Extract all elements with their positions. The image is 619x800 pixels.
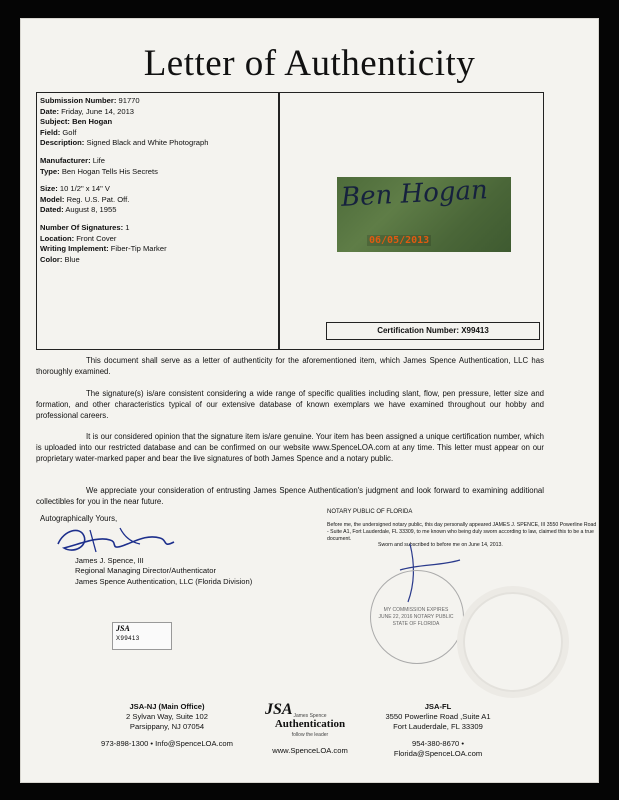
subject-value: Ben Hogan [72, 117, 113, 127]
date-value: Friday, June 14, 2013 [61, 106, 135, 116]
box-divider [278, 93, 280, 349]
date-row [40, 107, 272, 118]
fl-contact: 954-380-8670 • Florida@SpenceLOA.com [393, 738, 483, 758]
jsa-logo-tagline: follow the leader [291, 731, 329, 738]
footer-website: www.SpenceLOA.com [272, 745, 348, 755]
jsa-authentication-sticker [112, 622, 172, 650]
photo-date-stamp: 06/05/2013 [369, 235, 430, 246]
subject-label: Subject: [40, 117, 70, 127]
size-row [40, 184, 272, 195]
implement-value: Fiber-Tip Marker [110, 244, 167, 254]
document-title: Letter of Authenticity [143, 43, 476, 84]
jsa-logo-mark: JSA [265, 701, 293, 718]
description-label: Description: [40, 138, 85, 148]
dated-value: August 8, 1955 [65, 205, 117, 215]
notary-sworn-line: Sworn and subscribed to before me on June 14, 2013. [378, 542, 503, 548]
signer-block [75, 556, 252, 587]
signer-role: Regional Managing Director/Authenticator [75, 566, 216, 576]
dated-label: Dated: [40, 205, 64, 215]
certification-number: Certification Number: X99413 [326, 322, 540, 340]
implement-row [40, 244, 272, 255]
field-row [40, 128, 272, 139]
field-label: Field: [40, 127, 61, 137]
body-paragraph-3: It is our considered opinion that the signature item is/are genuine. Your item has been assigned a unique certification number, which is uploaded into our restricted database and can be confirmed on our website www.SpenceLOA.com at any time. This letter must appear on our proprietary water-marked paper and bear the live signatures of both James Spence and a notary public. [36, 432, 544, 463]
signed-photo-thumbnail [337, 177, 511, 252]
body-paragraph-2: The signature(s) is/are consistent considering a wide range of specific qualities including slant, flow, pen pressure, letter size and formation, and other characteristics typical of our extensive database of known exemplars we have examined throughout our hobby and professional careers. [36, 389, 544, 420]
footer-jsa-logo [255, 701, 365, 756]
size-value: 10 1/2" x 14" V [59, 184, 111, 194]
submission-row [40, 96, 272, 107]
model-label: Model: [40, 194, 65, 204]
color-row [40, 255, 272, 266]
nj-address-line-2: Parsippany, NJ 07054 [129, 722, 205, 732]
location-row [40, 234, 272, 245]
color-value: Blue [64, 254, 80, 264]
footer-fl-office [368, 702, 508, 759]
sticker-brand: JSA [116, 624, 130, 633]
location-value: Front Cover [76, 233, 117, 243]
model-value: Reg. U.S. Pat. Off. [66, 194, 130, 204]
manufacturer-row [40, 156, 272, 167]
jsa-logo-authentication: Authentication [274, 718, 346, 731]
num-signatures-value: 1 [125, 222, 130, 232]
nj-contact: 973-898-1300 • Info@SpenceLOA.com [101, 738, 233, 748]
closing-text: Autographically Yours, [40, 514, 118, 523]
notary-embossed-seal [463, 592, 563, 692]
date-label: Date: [40, 106, 59, 116]
notary-seal-text: MY COMMISSION EXPIRES JUNE 22, 2016 NOTARY PUBLIC STATE OF FLORIDA [378, 607, 454, 627]
num-signatures-row [40, 223, 272, 234]
subject-row [40, 117, 272, 128]
type-row [40, 167, 272, 178]
location-label: Location: [40, 233, 75, 243]
description-value: Signed Black and White Photograph [86, 138, 209, 148]
type-value: Ben Hogan Tells His Secrets [61, 166, 158, 176]
footer-nj-office [97, 702, 237, 749]
jsa-logo-james-spence: James Spence [293, 713, 327, 720]
item-details [40, 96, 272, 265]
implement-label: Writing Implement: [40, 244, 109, 254]
submission-value: 91770 [118, 96, 140, 105]
body-paragraph-4: We appreciate your consideration of entrusting James Spence Authentication's judgment and look forward to examining additional collectibles for you in the near future. [36, 486, 544, 506]
field-value: Golf [62, 127, 77, 137]
description-row [40, 138, 272, 149]
body-paragraph-1: This document shall serve as a letter of authenticity for the aforementioned item, which James Spence Authentication, LLC has thoroughly examined. [36, 356, 544, 376]
sticker-number: X99413 [116, 636, 140, 642]
size-label: Size: [40, 184, 58, 194]
type-label: Type: [40, 166, 60, 176]
manufacturer-value: Life [92, 155, 106, 165]
color-label: Color: [40, 254, 63, 264]
notary-statement: Before me, the undersigned notary public, this day personally appeared JAMES J. SPENCE, III 3550 Powerline Road - Suite A1, Fort Lauderdale, FL 33309, to me known who being duly sworn according to law, claimed this to be a true document. [327, 522, 597, 542]
fl-office-title: JSA-FL [424, 702, 452, 711]
model-row [40, 195, 272, 206]
num-signatures-label: Number Of Signatures: [40, 222, 124, 232]
dated-row [40, 205, 272, 216]
nj-address-line-1: 2 Sylvan Way, Suite 102 [126, 712, 208, 722]
submission-label: Submission Number: [40, 96, 117, 105]
signer-company: James Spence Authentication, LLC (Florida Division) [75, 576, 253, 586]
authenticator-signature [50, 522, 180, 556]
fl-address-line-2: Fort Lauderdale, FL 33309 [393, 722, 483, 732]
manufacturer-label: Manufacturer: [40, 155, 91, 165]
signer-name: James J. Spence, III [75, 556, 144, 565]
fl-address-line-1: 3550 Powerline Road ,Suite A1 [385, 712, 491, 722]
photo-signature: Ben Hogan [340, 175, 489, 213]
nj-office-title: JSA-NJ (Main Office) [129, 702, 205, 711]
notary-title: NOTARY PUBLIC OF FLORIDA [327, 509, 413, 515]
